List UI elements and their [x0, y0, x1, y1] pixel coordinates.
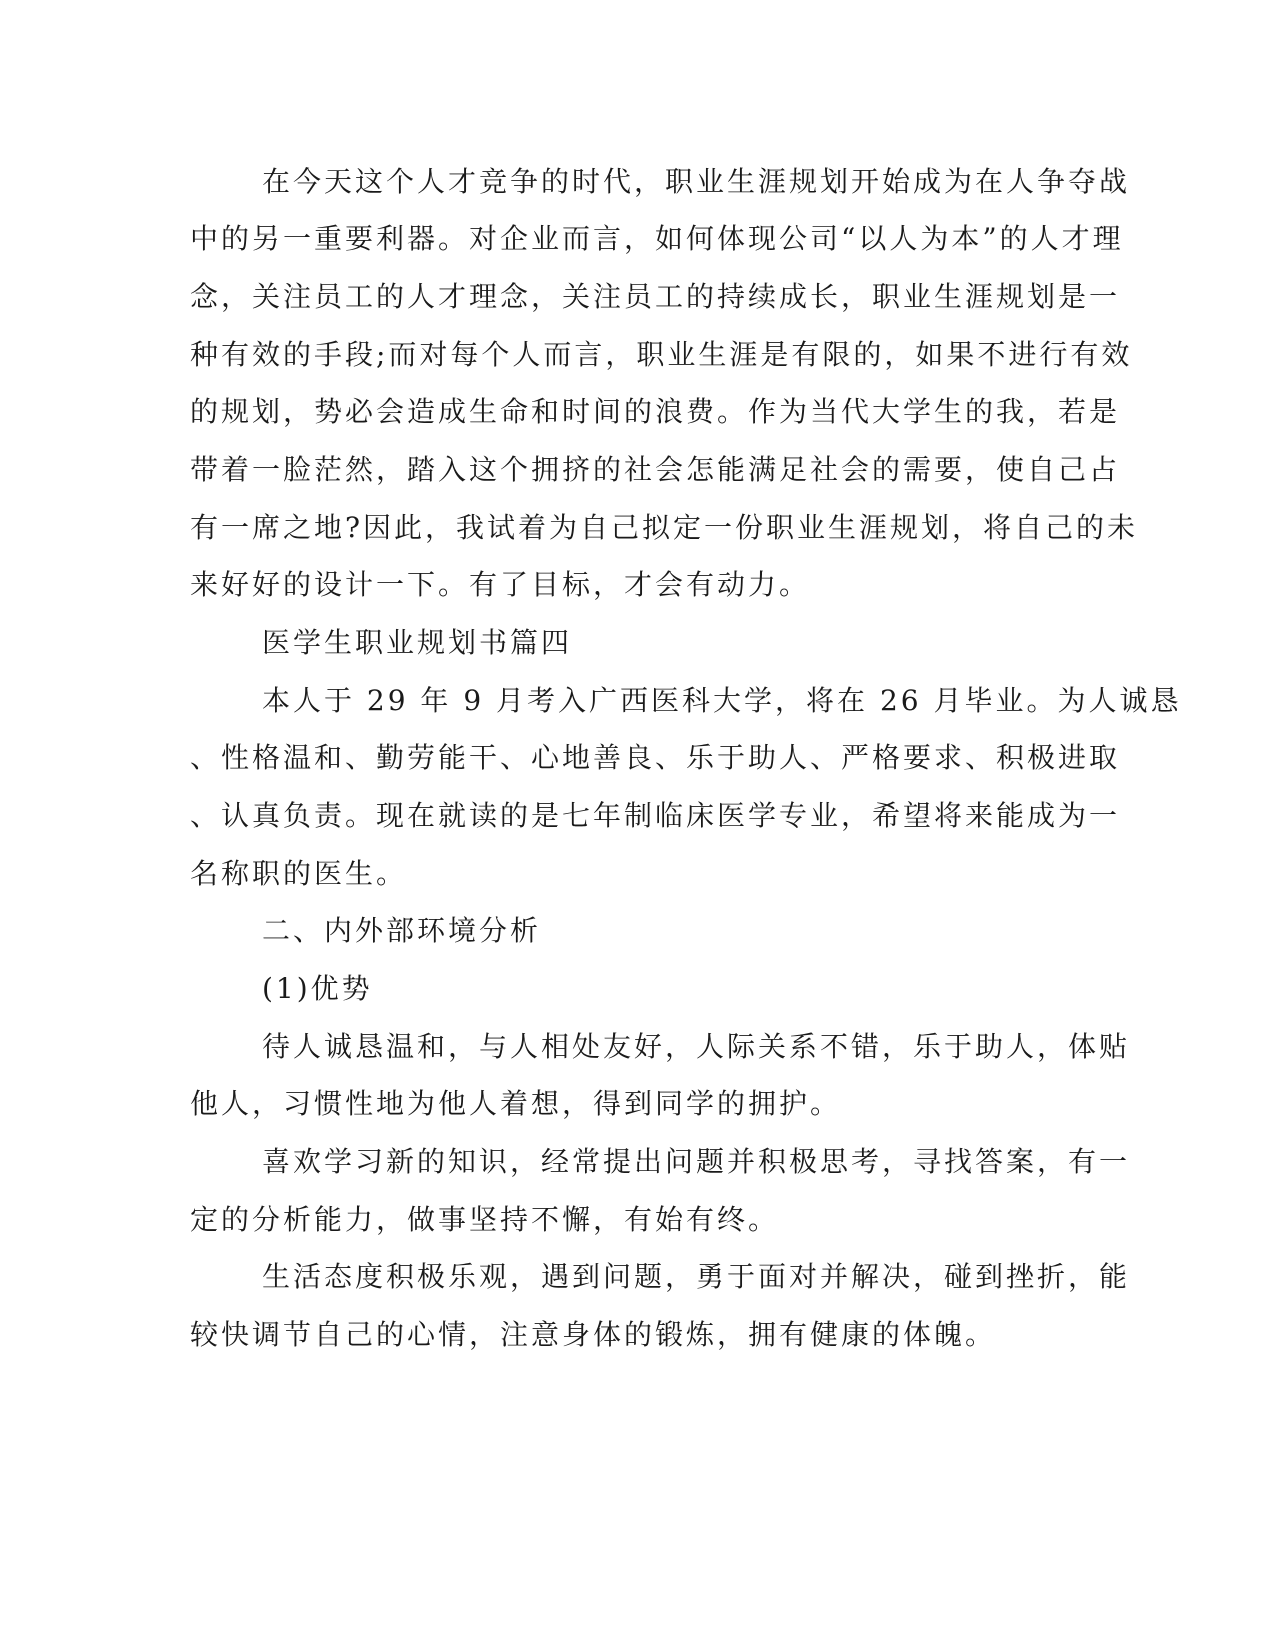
paragraph-line: 的规划，势必会造成生命和时间的浪费。作为当代大学生的我，若是	[190, 395, 1121, 428]
paragraph-line: 定的分析能力，做事坚持不懈，有始有终。	[190, 1203, 780, 1236]
paragraph-line: 喜欢学习新的知识，经常提出问题并积极思考，寻找答案，有一	[262, 1145, 1131, 1178]
paragraph-line: 中的另一重要利器。对企业而言，如何体现公司“以人为本”的人才理	[190, 222, 1124, 255]
section-heading: 医学生职业规划书篇四	[262, 626, 573, 659]
paragraph-line: 待人诚恳温和，与人相处友好，人际关系不错，乐于助人，体贴	[262, 1030, 1131, 1063]
paragraph-line: 、认真负责。现在就读的是七年制临床医学专业，希望将来能成为一	[190, 799, 1121, 832]
paragraph-line: 生活态度积极乐观，遇到问题，勇于面对并解决，碰到挫折，能	[262, 1260, 1131, 1293]
subsection-heading: (1)优势	[262, 972, 373, 1005]
paragraph-line: 来好好的设计一下。有了目标，才会有动力。	[190, 568, 811, 601]
paragraph-line: 较快调节自己的心情，注意身体的锻炼，拥有健康的体魄。	[190, 1318, 997, 1351]
paragraph-line: 他人，习惯性地为他人着想，得到同学的拥护。	[190, 1087, 842, 1120]
section-heading: 二、内外部环境分析	[262, 914, 542, 947]
paragraph-line: 念，关注员工的人才理念，关注员工的持续成长，职业生涯规划是一	[190, 280, 1121, 313]
paragraph-line: 在今天这个人才竞争的时代，职业生涯规划开始成为在人争夺战	[262, 165, 1131, 198]
paragraph-line: 种有效的手段;而对每个人而言，职业生涯是有限的，如果不进行有效	[190, 338, 1133, 371]
paragraph-line: 名称职的医生。	[190, 857, 408, 890]
paragraph-line: 本人于 29 年 9 月考入广西医科大学，将在 26 月毕业。为人诚恳	[262, 684, 1182, 717]
paragraph-line: 有一席之地?因此，我试着为自己拟定一份职业生涯规划，将自己的未	[190, 511, 1139, 544]
paragraph-line: 、性格温和、勤劳能干、心地善良、乐于助人、严格要求、积极进取	[190, 741, 1121, 774]
paragraph-line: 带着一脸茫然，踏入这个拥挤的社会怎能满足社会的需要，使自己占	[190, 453, 1121, 486]
